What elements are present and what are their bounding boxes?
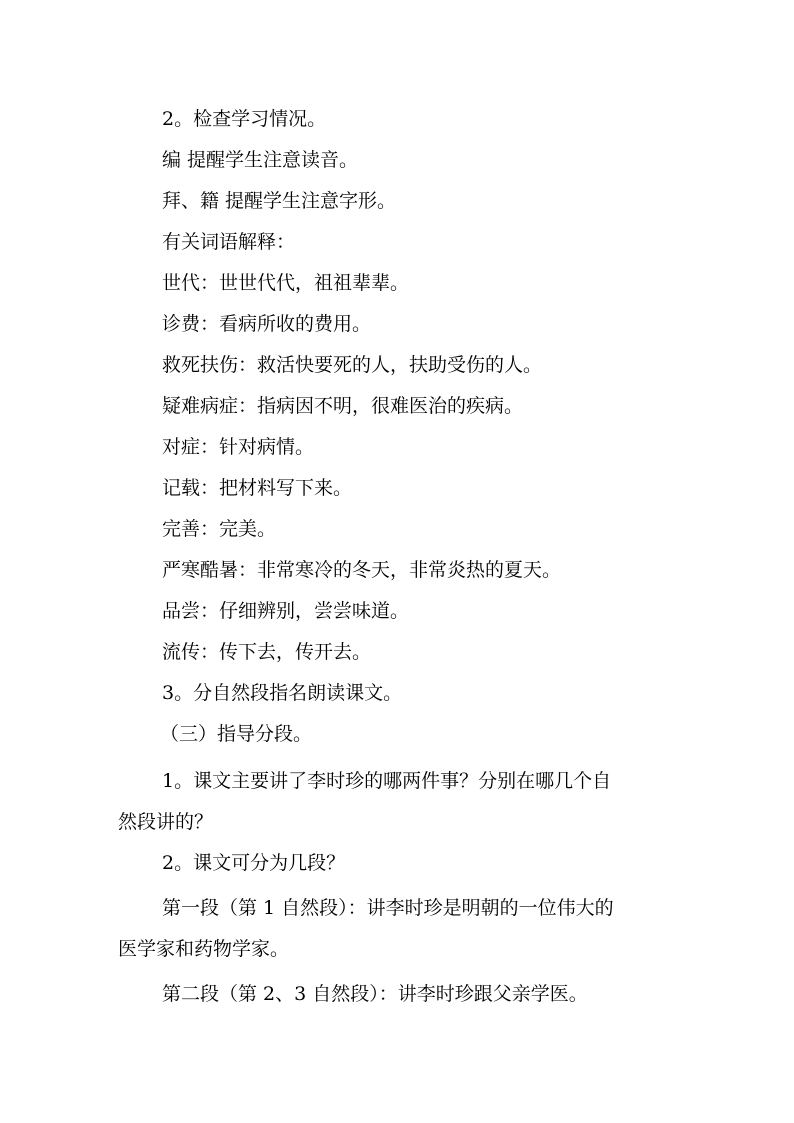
text-line: 3。分自然段指名朗读课文。 [162,682,403,704]
text-line: 编 提醒学生注意读音。 [162,149,359,171]
text-line: 品尝：仔细辨别，尝尝味道。 [162,600,410,622]
text-line: 诊费：看病所收的费用。 [162,313,372,335]
text-line: 拜、籍 提醒学生注意字形。 [162,190,397,212]
text-line: 疑难病症：指病因不明，很难医治的疾病。 [162,395,524,417]
text-line: 世代：世世代代，祖祖辈辈。 [162,272,410,294]
text-line: 1。课文主要讲了李时珍的哪两件事？分别在哪几个自 [162,770,612,792]
section-heading: （三）指导分段。 [160,723,313,745]
text-line: 2。课文可分为几段？ [162,852,346,874]
text-line: 2。检查学习情况。 [162,108,327,130]
text-line: 记载：把材料写下来。 [162,477,353,499]
text-line: 第一段（第 1 自然段）：讲李时珍是明朝的一位伟大的 [162,897,614,919]
text-line: 第二段（第 2、3 自然段）：讲李时珍跟父亲学医。 [162,983,588,1005]
text-line: 对症：针对病情。 [162,436,315,458]
text-line: 医学家和药物学家。 [118,938,290,960]
text-line: 然段讲的？ [118,811,214,833]
text-line: 完善：完美。 [162,518,277,540]
text-line: 严寒酷暑：非常寒冷的冬天，非常炎热的夏天。 [162,559,562,581]
text-line: 流传：传下去，传开去。 [162,641,372,663]
text-line: 有关词语解释： [162,231,296,253]
text-line: 救死扶伤：救活快要死的人，扶助受伤的人。 [162,354,543,376]
